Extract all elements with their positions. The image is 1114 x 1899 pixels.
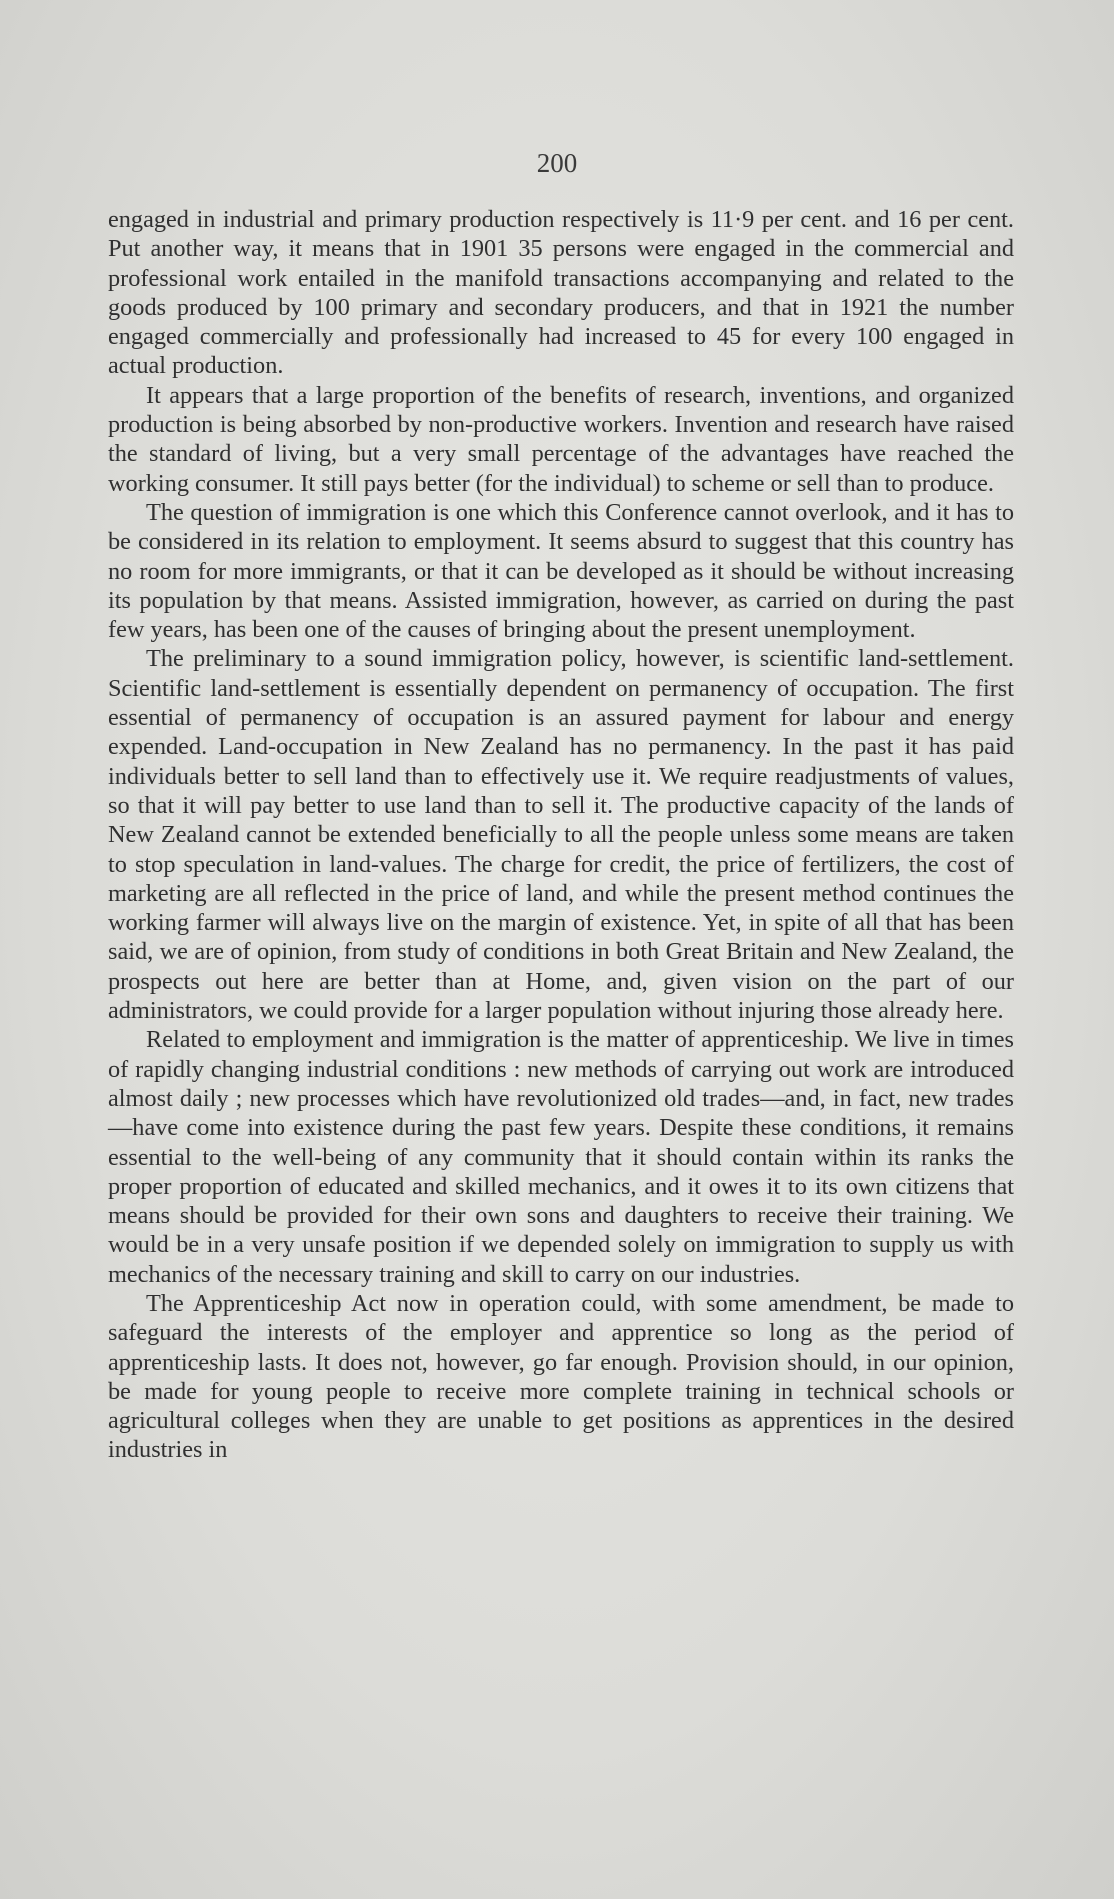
body-text: [108, 205, 1014, 1465]
paragraph-6: The Apprenticeship Act now in operation could, with some amendment, be made to safeguard the interests of the employer and apprentice so long as the period of apprenticeship lasts. It does not, however, go far enough. Provision should, in our opinion, be made for young people to receive more complete training in technical schools or agricultural colleges when they are unable to get positions as apprentices in the desired industries in: [108, 1289, 1014, 1464]
paragraph-4: The preliminary to a sound immigration policy, however, is scientific land-settlement. Scientific land-settlement is essentially dependent on permanency of occupation. The first essential of permanency of occupation is an assured payment for labour and energy expended. Land-occupation in New Zealand has no permanency. In the past it has paid individuals better to sell land than to effectively use it. We require readjustments of values, so that it will pay better to use land than to sell it. The productive capacity of the lands of New Zealand cannot be extended beneficially to all the people unless some means are taken to stop speculation in land-values. The charge for credit, the price of fertilizers, the cost of marketing are all reflected in the price of land, and while the present method continues the working farmer will always live on the margin of existence. Yet, in spite of all that has been said, we are of opinion, from study of conditions in both Great Britain and New Zealand, the prospects out here are better than at Home, and, given vision on the part of our administrators, we could provide for a larger population without injuring those already here.: [108, 645, 1014, 1025]
paragraph-5: Related to employment and immigration is the matter of apprenticeship. We live in times of rapidly changing industrial conditions : new methods of carrying out work are introduced almost daily ; new processes which have revolutionized old trades—and, in fact, new trades—have come into existence during the past few years. Despite these conditions, it remains essential to the well-being of any community that it should contain within its ranks the proper proportion of educated and skilled mechanics, and it owes it to its own citizens that means should be provided for their own sons and daughters to receive their training. We would be in a very unsafe position if we depended solely on immigration to supply us with mechanics of the necessary training and skill to carry on our industries.: [108, 1026, 1014, 1288]
page-number: 200: [536, 148, 578, 178]
paragraph-3: The question of immigration is one which this Conference cannot overlook, and it has to be considered in its relation to employment. It seems absurd to suggest that this country has no room for more immigrants, or that it can be developed as it should be without increasing its population by that means. Assisted immigration, however, as carried on during the past few years, has been one of the causes of bringing about the present unemployment.: [108, 498, 1014, 644]
paragraph-2: It appears that a large proportion of the benefits of research, inventions, and organized production is being absorbed by non-productive workers. Invention and research have raised the standard of living, but a very small percentage of the advantages have reached the working consumer. It still pays better (for the individual) to scheme or sell than to produce.: [108, 381, 1014, 497]
paragraph-1: engaged in industrial and primary production respectively is 11·9 per cent. and 16 per cent. Put another way, it means that in 1901 35 persons were engaged in the commercial and professional work entailed in the manifold transactions accompanying and related to the goods produced by 100 primary and secondary producers, and that in 1921 the number engaged commercially and professionally had increased to 45 for every 100 engaged in actual production.: [108, 206, 1014, 380]
